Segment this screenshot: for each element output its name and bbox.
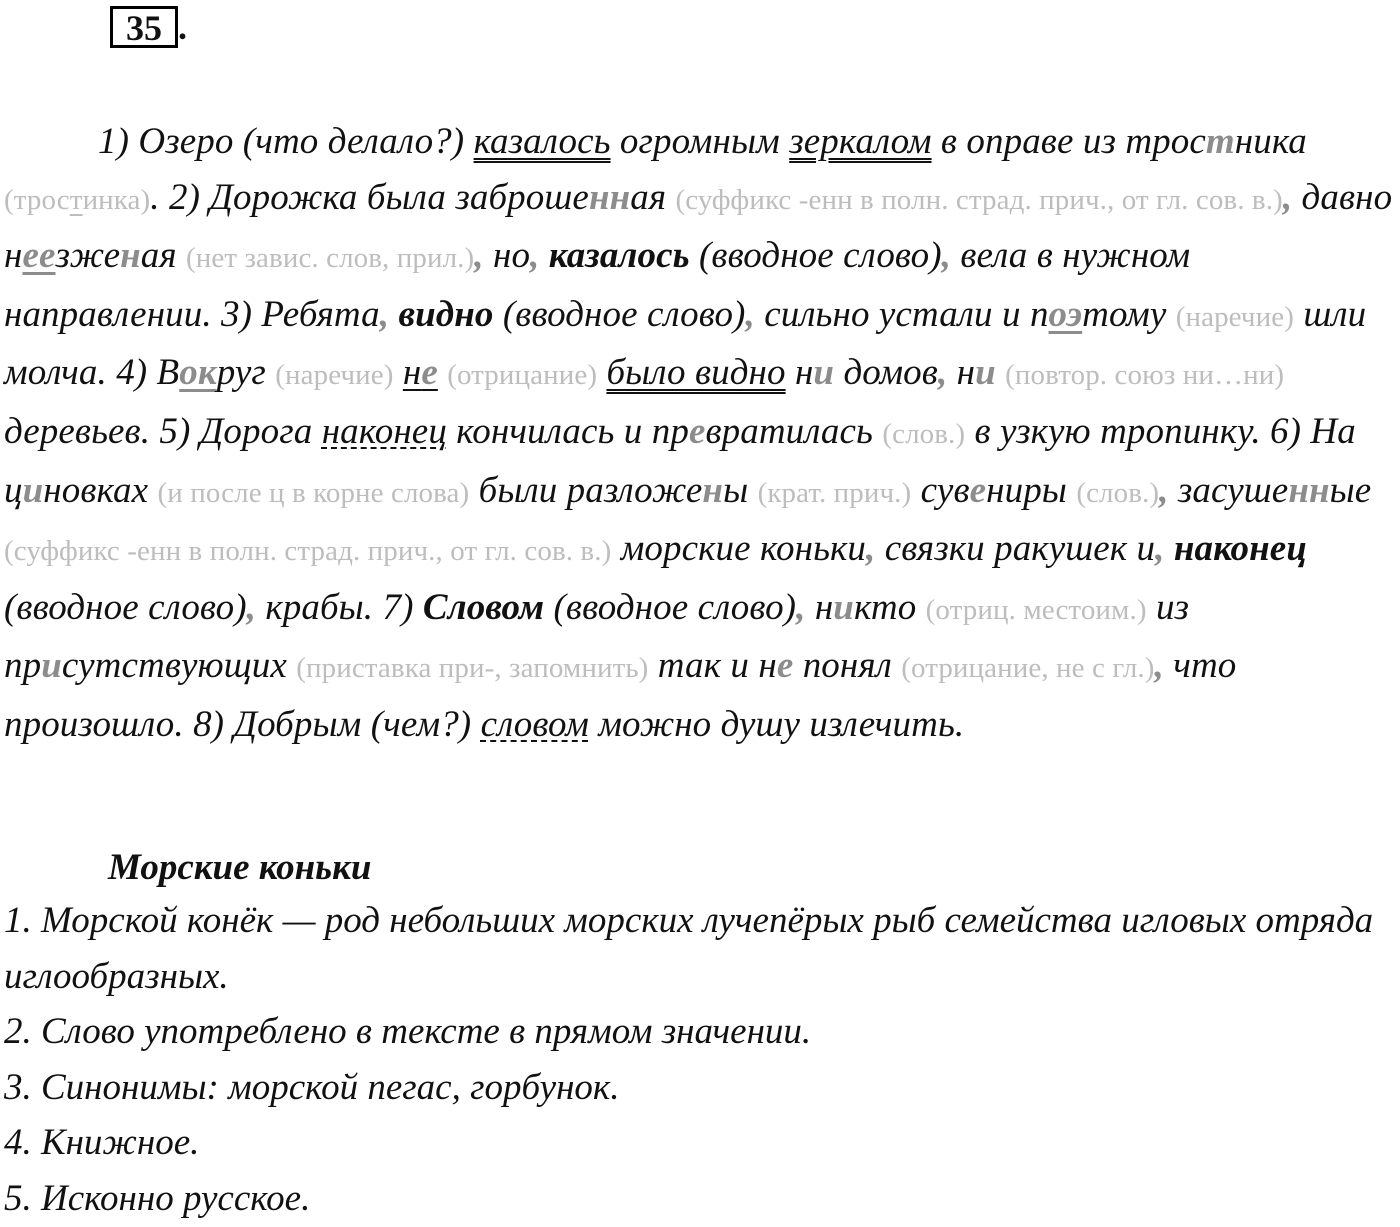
grammar-note: (наречие) <box>1175 300 1294 333</box>
predicate-word: было видно <box>606 352 786 394</box>
text-fragment: н <box>785 352 814 394</box>
text-fragment: ые <box>1329 469 1372 511</box>
text-fragment <box>539 235 548 276</box>
predicate-word: казалось <box>473 121 611 162</box>
text-fragment: давно н <box>4 176 1393 277</box>
text-fragment: н <box>805 586 834 628</box>
answer-item: 5. Исконно русское. <box>4 1177 311 1219</box>
answers-list <box>4 893 1396 1227</box>
introductory-word: казалось <box>548 235 690 277</box>
highlighted-letter: нн <box>588 176 631 218</box>
text-fragment: вратилась <box>705 410 883 452</box>
introductory-word: Словом <box>422 586 545 628</box>
text-fragment: новках <box>43 469 158 511</box>
grammar-note: (наречие) <box>275 359 394 392</box>
adverbial-word: наконец <box>321 410 447 452</box>
grammar-note: (отрицание, не с гл.) <box>901 652 1155 685</box>
highlighted-letter: е <box>688 410 706 452</box>
text-fragment: тому <box>1082 293 1176 335</box>
text-fragment: морские коньки <box>611 528 867 570</box>
grammar-note: (отрицание) <box>447 359 598 392</box>
text-fragment: ы <box>723 469 758 511</box>
text-fragment: в узкую тропинку. 6) На ц <box>4 410 1356 511</box>
text-fragment: руг <box>216 352 276 394</box>
negation-particle: не <box>402 352 438 394</box>
highlighted-letter: и <box>813 352 835 394</box>
answer-item: 1. Морской конёк — род небольших морских лучепёрых рыб семейства игловых отряда иглообразных. <box>4 900 1374 997</box>
text-fragment: 1) Озеро (что делало?) <box>98 121 474 162</box>
text-fragment <box>996 352 1005 393</box>
highlighted-comma: , <box>1154 645 1164 687</box>
text-fragment: н <box>947 352 976 394</box>
highlighted-letter: н <box>120 235 141 277</box>
grammar-note: (отриц. местоим.) <box>925 593 1147 626</box>
highlighted-letter: е <box>776 645 794 687</box>
highlighted-comma: , <box>796 586 806 628</box>
text-fragment: засуше <box>1168 469 1289 511</box>
highlighted-comma: , <box>866 528 876 570</box>
exercise-text <box>4 114 1396 753</box>
text-fragment: в оправе из трос <box>931 121 1206 162</box>
highlighted-comma: , <box>941 235 951 277</box>
text-fragment: (вводное слово) <box>493 293 746 335</box>
highlighted-comma: , <box>379 293 390 335</box>
exercise-number: 35 <box>110 6 178 48</box>
answer-item: 2. Слово употреблено в тексте в прямом значении. <box>4 1011 812 1053</box>
text-fragment: домов <box>834 352 938 394</box>
text-fragment: можно душу излечить. <box>588 703 965 745</box>
text-fragment: ниры <box>986 469 1077 511</box>
text-fragment: из пр <box>4 586 1190 687</box>
text-fragment: (вводное слово) <box>544 586 797 628</box>
text-fragment: кончилась и пр <box>446 410 689 452</box>
text-fragment: (вводное слово) <box>4 586 247 628</box>
highlighted-comma: , <box>474 235 484 277</box>
text-fragment: сильно устали и п <box>754 293 1049 335</box>
text-fragment: крабы. 7) <box>255 586 423 628</box>
object-word: словом <box>480 703 589 745</box>
predicate-word: зеркалом <box>789 121 932 162</box>
highlighted-comma: , <box>745 293 755 335</box>
grammar-note: (и после ц в корне слова) <box>157 476 470 509</box>
highlighted-letter: и <box>975 352 996 394</box>
highlighted-letter: ее <box>22 235 56 277</box>
text-fragment: так и н <box>648 645 777 687</box>
text-fragment: деревьев. 5) Дорога <box>4 410 322 452</box>
highlighted-letter: и <box>41 645 62 687</box>
highlighted-letter: нн <box>1288 469 1330 511</box>
highlighted-letter: н <box>702 469 724 511</box>
text-fragment: но <box>483 235 531 277</box>
text-fragment: ника <box>1234 121 1307 162</box>
text-fragment <box>438 352 447 393</box>
text-fragment: связки ракушек и <box>875 528 1156 570</box>
grammar-note: (суффикс -енн в полн. страд. прич., от гл. сов. в.) <box>4 535 612 568</box>
highlighted-letter: ок <box>179 352 217 394</box>
text-fragment <box>393 352 402 393</box>
highlighted-comma: , <box>1155 528 1165 570</box>
text-fragment: сутствующих <box>61 645 297 687</box>
grammar-note: (слов.) <box>882 417 966 450</box>
exercise-number-dot: . <box>178 7 187 47</box>
text-fragment: вела в нужном направлении. 3) Ребята <box>4 235 1191 335</box>
text-fragment: понял <box>793 645 902 687</box>
highlighted-comma: , <box>1282 176 1293 218</box>
text-fragment: шли молча. 4) В <box>4 293 1367 394</box>
text-fragment: кто <box>853 586 926 628</box>
text-fragment: огромным <box>610 121 790 162</box>
text-fragment: были разложе <box>469 469 703 511</box>
text-fragment: сув <box>911 469 970 511</box>
highlighted-comma: , <box>1159 469 1169 511</box>
text-fragment: что произошло. 8) Добрым (чем?) <box>4 645 1237 745</box>
introductory-word: наконец <box>1173 528 1308 570</box>
highlighted-letter: оэ <box>1048 293 1083 335</box>
highlighted-letter: и <box>833 586 854 628</box>
grammar-note: (приставка при-, запомнить) <box>296 652 649 685</box>
text-fragment: (вводное слово) <box>689 235 942 277</box>
introductory-word: видно <box>398 293 494 335</box>
highlighted-comma: , <box>530 235 540 277</box>
text-fragment: ая <box>630 176 676 218</box>
highlighted-comma: , <box>937 352 948 394</box>
highlighted-comma: , <box>246 586 256 628</box>
text-fragment: ая <box>140 235 187 277</box>
text-fragment: зже <box>55 235 121 277</box>
answer-item: 3. Синонимы: морской пегас, горбунок. <box>4 1066 620 1108</box>
grammar-note: (повтор. союз ни…ни) <box>1005 359 1285 392</box>
highlighted-letter: т <box>1205 121 1235 162</box>
text-fragment <box>389 294 398 335</box>
grammar-note: (тростинка) <box>4 183 151 216</box>
answer-item: 4. Книжное. <box>4 1122 200 1164</box>
highlighted-letter: и <box>22 469 44 511</box>
grammar-note: (нет завис. слов, прил.) <box>186 242 475 275</box>
highlighted-letter: е <box>969 469 987 511</box>
text-fragment <box>1165 528 1174 569</box>
grammar-note: (суффикс -енн в полн. страд. прич., от гл. сов. в.) <box>675 183 1283 216</box>
section-title: Морские коньки <box>108 847 372 888</box>
grammar-note: (слов.) <box>1076 476 1160 509</box>
grammar-note: (крат. прич.) <box>757 476 912 509</box>
text-fragment: . 2) Дорожка была заброше <box>150 176 589 218</box>
